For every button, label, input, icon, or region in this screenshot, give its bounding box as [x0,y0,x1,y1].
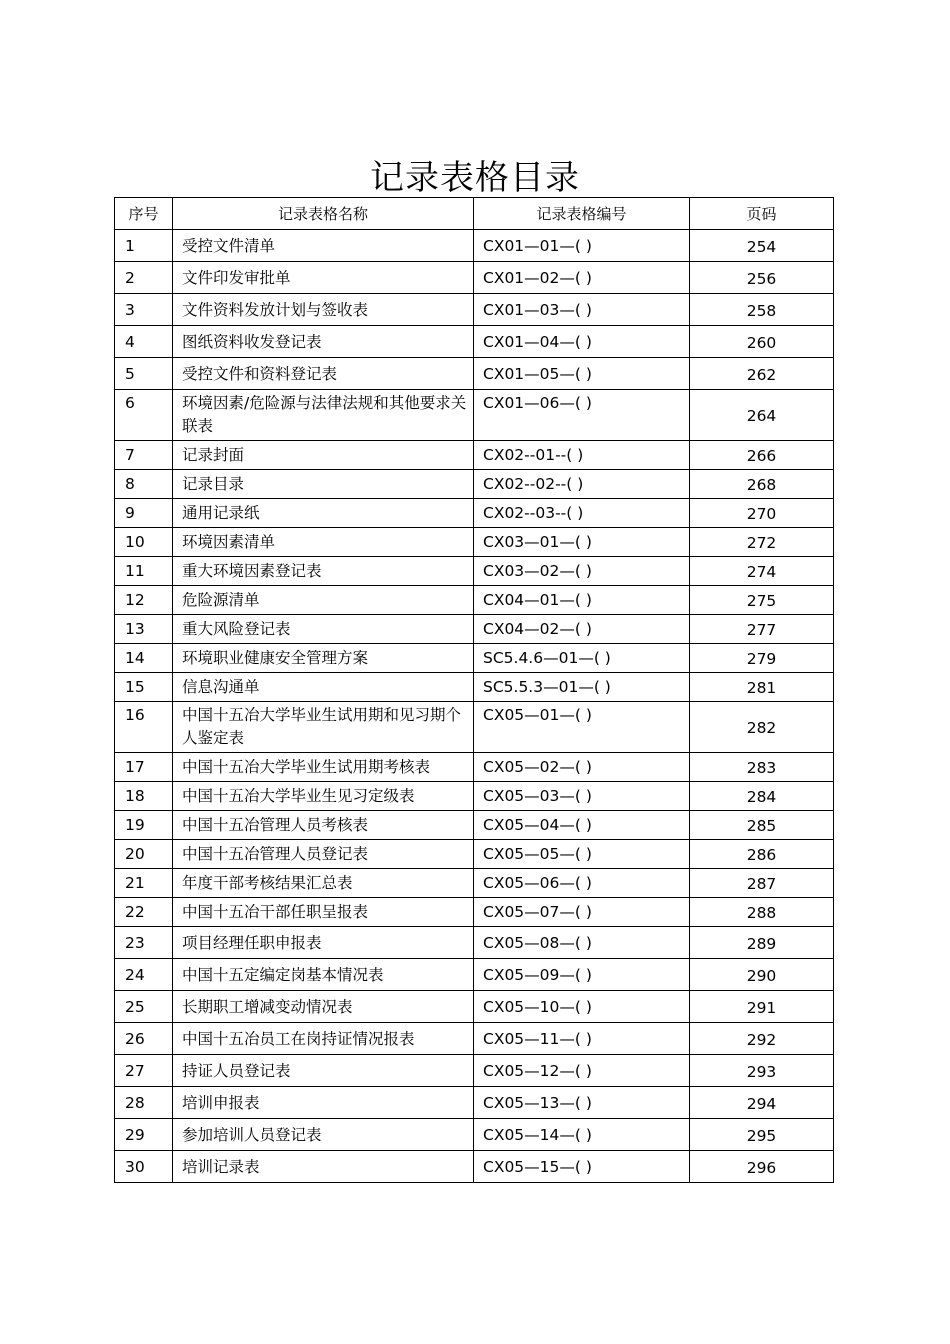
table-row [115,1055,834,1087]
row-form-name: 中国十五冶大学毕业生见习定级表 [173,782,474,811]
row-number: 30 [115,1151,173,1183]
row-form-name: 中国十五冶管理人员登记表 [173,840,474,869]
row-form-name: 文件资料发放计划与签收表 [173,294,474,326]
row-number: 25 [115,991,173,1023]
row-form-name: 重大环境因素登记表 [173,557,474,586]
row-number: 15 [115,673,173,702]
row-page: 260 [690,326,834,358]
row-page: 287 [690,869,834,898]
row-page: 275 [690,586,834,615]
row-page: 279 [690,644,834,673]
row-form-name: 中国十五冶大学毕业生试用期考核表 [173,753,474,782]
row-form-code: CX01—06—( ) [474,390,690,441]
row-number: 1 [115,230,173,262]
row-form-name: 受控文件和资料登记表 [173,358,474,390]
records-table [114,197,834,1183]
row-form-name: 环境因素清单 [173,528,474,557]
row-page: 286 [690,840,834,869]
table-row [115,753,834,782]
table-row [115,869,834,898]
table-row [115,586,834,615]
row-form-code: CX05—03—( ) [474,782,690,811]
table-row [115,840,834,869]
row-form-name: 信息沟通单 [173,673,474,702]
row-form-code: CX03—02—( ) [474,557,690,586]
row-number: 23 [115,927,173,959]
table-row [115,1151,834,1183]
row-page: 289 [690,927,834,959]
row-number: 16 [115,702,173,753]
table-row [115,927,834,959]
row-form-code: CX05—07—( ) [474,898,690,927]
table-row [115,644,834,673]
row-form-name: 受控文件清单 [173,230,474,262]
row-page: 272 [690,528,834,557]
row-form-code: CX05—12—( ) [474,1055,690,1087]
row-form-name: 重大风险登记表 [173,615,474,644]
row-form-name: 记录封面 [173,441,474,470]
row-number: 20 [115,840,173,869]
table-row [115,294,834,326]
table-row [115,615,834,644]
row-form-code: CX01—05—( ) [474,358,690,390]
table-row [115,991,834,1023]
row-form-name: 危险源清单 [173,586,474,615]
row-form-name: 中国十五冶管理人员考核表 [173,811,474,840]
row-form-name: 中国十五冶干部任职呈报表 [173,898,474,927]
row-form-name: 项目经理任职申报表 [173,927,474,959]
row-form-code: CX01—04—( ) [474,326,690,358]
row-form-code: CX02--02--( ) [474,470,690,499]
row-form-name: 长期职工增减变动情况表 [173,991,474,1023]
row-form-code: CX02--03--( ) [474,499,690,528]
table-row [115,230,834,262]
row-form-name: 中国十五定编定岗基本情况表 [173,959,474,991]
row-number: 4 [115,326,173,358]
table-row [115,1023,834,1055]
row-number: 19 [115,811,173,840]
row-page: 282 [690,702,834,753]
table-row [115,441,834,470]
row-page: 274 [690,557,834,586]
row-form-code: CX05—15—( ) [474,1151,690,1183]
row-form-code: CX05—10—( ) [474,991,690,1023]
row-number: 10 [115,528,173,557]
row-page: 254 [690,230,834,262]
row-form-code: CX04—02—( ) [474,615,690,644]
row-form-name: 图纸资料收发登记表 [173,326,474,358]
row-page: 284 [690,782,834,811]
row-form-code: CX05—09—( ) [474,959,690,991]
table-row [115,326,834,358]
row-form-code: CX05—02—( ) [474,753,690,782]
row-number: 8 [115,470,173,499]
row-form-code: CX05—06—( ) [474,869,690,898]
table-row [115,1087,834,1119]
header-page: 页码 [690,198,834,230]
row-page: 290 [690,959,834,991]
row-form-code: CX05—01—( ) [474,702,690,753]
row-number: 24 [115,959,173,991]
row-number: 14 [115,644,173,673]
row-form-name: 中国十五冶员工在岗持证情况报表 [173,1023,474,1055]
table-row [115,1119,834,1151]
row-form-name: 中国十五冶大学毕业生试用期和见习期个人鉴定表 [173,702,474,753]
row-form-code: SC5.4.6—01—( ) [474,644,690,673]
row-number: 29 [115,1119,173,1151]
table-row [115,358,834,390]
row-page: 256 [690,262,834,294]
row-form-code: SC5.5.3—01—( ) [474,673,690,702]
row-form-code: CX01—02—( ) [474,262,690,294]
row-form-name: 年度干部考核结果汇总表 [173,869,474,898]
row-number: 9 [115,499,173,528]
row-number: 26 [115,1023,173,1055]
row-number: 3 [115,294,173,326]
row-form-code: CX01—03—( ) [474,294,690,326]
row-page: 296 [690,1151,834,1183]
row-form-code: CX04—01—( ) [474,586,690,615]
row-page: 277 [690,615,834,644]
row-number: 12 [115,586,173,615]
header-form-code: 记录表格编号 [474,198,690,230]
row-page: 295 [690,1119,834,1151]
row-form-name: 持证人员登记表 [173,1055,474,1087]
row-number: 27 [115,1055,173,1087]
row-page: 288 [690,898,834,927]
row-number: 6 [115,390,173,441]
row-form-code: CX02--01--( ) [474,441,690,470]
row-number: 5 [115,358,173,390]
row-form-code: CX05—14—( ) [474,1119,690,1151]
row-form-name: 通用记录纸 [173,499,474,528]
header-form-name: 记录表格名称 [173,198,474,230]
table-row [115,702,834,753]
row-form-name: 环境职业健康安全管理方案 [173,644,474,673]
row-page: 292 [690,1023,834,1055]
row-number: 17 [115,753,173,782]
row-number: 2 [115,262,173,294]
row-page: 270 [690,499,834,528]
row-page: 268 [690,470,834,499]
row-number: 18 [115,782,173,811]
row-page: 264 [690,390,834,441]
row-form-name: 记录目录 [173,470,474,499]
row-page: 294 [690,1087,834,1119]
table-row [115,782,834,811]
table-row [115,390,834,441]
row-page: 266 [690,441,834,470]
header-number: 序号 [115,198,173,230]
row-number: 13 [115,615,173,644]
table-row [115,959,834,991]
table-row [115,811,834,840]
row-page: 291 [690,991,834,1023]
row-page: 262 [690,358,834,390]
table-row [115,499,834,528]
page-title: 记录表格目录 [370,158,580,198]
row-number: 7 [115,441,173,470]
row-page: 283 [690,753,834,782]
row-form-name: 培训记录表 [173,1151,474,1183]
table-row [115,557,834,586]
row-form-name: 参加培训人员登记表 [173,1119,474,1151]
table-header-row [115,198,834,230]
row-form-code: CX05—11—( ) [474,1023,690,1055]
row-page: 258 [690,294,834,326]
table-row [115,528,834,557]
row-page: 285 [690,811,834,840]
row-number: 11 [115,557,173,586]
row-page: 293 [690,1055,834,1087]
table-row [115,470,834,499]
row-number: 28 [115,1087,173,1119]
row-form-code: CX05—13—( ) [474,1087,690,1119]
row-page: 281 [690,673,834,702]
row-form-name: 文件印发审批单 [173,262,474,294]
row-form-code: CX01—01—( ) [474,230,690,262]
row-form-code: CX05—04—( ) [474,811,690,840]
table-row [115,898,834,927]
row-number: 22 [115,898,173,927]
table-row [115,673,834,702]
row-form-name: 培训申报表 [173,1087,474,1119]
row-form-code: CX05—08—( ) [474,927,690,959]
row-form-code: CX03—01—( ) [474,528,690,557]
table-row [115,262,834,294]
row-number: 21 [115,869,173,898]
row-form-code: CX05—05—( ) [474,840,690,869]
row-form-name: 环境因素/危险源与法律法规和其他要求关联表 [173,390,474,441]
